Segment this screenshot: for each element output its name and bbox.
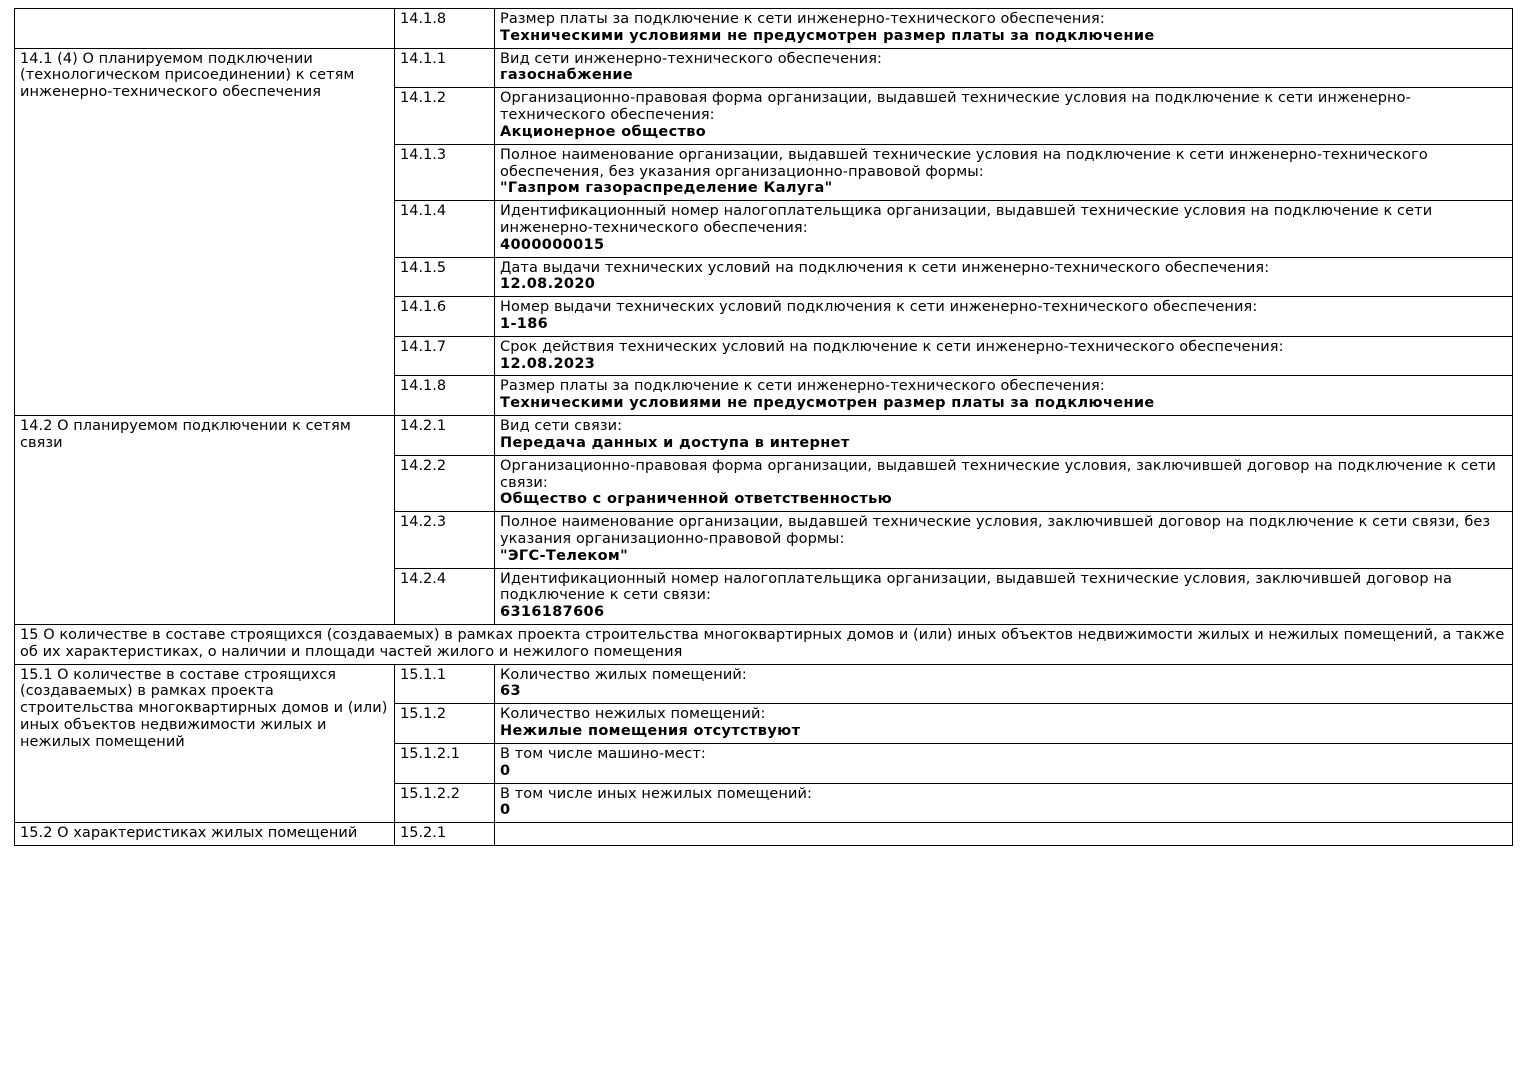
row-body-cell (495, 201, 1513, 257)
row-question: В том числе машино-мест: (500, 745, 706, 762)
row-body-cell (495, 743, 1513, 783)
row-answer: Акционерное общество (500, 123, 707, 140)
row-answer: Передача данных и доступа в интернет (500, 434, 850, 451)
row-code: 15.1.1 (400, 666, 447, 683)
row-question: Организационно-правовая форма организации, выдавшей технические условия, заключившей договор на подключение к сети связи: (500, 457, 1497, 491)
row-question: Количество нежилых помещений: (500, 706, 766, 723)
row-code-cell (395, 823, 495, 846)
row-label: 15.2 О характеристиках жилых помещений (20, 825, 358, 842)
table-row-section (15, 625, 1513, 665)
row-code: 15.2.1 (400, 825, 447, 842)
row-code: 14.1.7 (400, 338, 447, 355)
row-code-cell (395, 257, 495, 297)
row-label-cell (15, 48, 395, 415)
row-answer: 0 (500, 762, 511, 779)
row-question: Количество жилых помещений: (500, 666, 747, 683)
row-label: 15.1 О количестве в составе строящихся (создаваемых) в рамках проекта строительства многоквартирных домов и (или) иных объектов недвижимости жилых и нежилых помещений (20, 666, 388, 750)
table-row (15, 9, 1513, 49)
row-code-cell (395, 783, 495, 823)
row-code-cell (395, 568, 495, 624)
row-code-cell (395, 88, 495, 144)
row-label-cell (15, 823, 395, 846)
declaration-table (14, 8, 1513, 846)
row-body-cell (495, 336, 1513, 376)
row-answer: "ЭГС-Телеком" (500, 547, 629, 564)
table-row (15, 664, 1513, 704)
row-body-cell (495, 376, 1513, 416)
row-body-cell (495, 88, 1513, 144)
row-code-cell (395, 48, 495, 88)
row-label-cell (15, 416, 395, 625)
row-question: Размер платы за подключение к сети инженерно-технического обеспечения: (500, 11, 1105, 27)
row-question: Размер платы за подключение к сети инженерно-технического обеспечения: (500, 378, 1105, 395)
row-answer: Нежилые помещения отсутствуют (500, 723, 801, 740)
row-answer: 12.08.2023 (500, 355, 596, 372)
row-answer: газоснабжение (500, 67, 634, 84)
row-code-cell (395, 9, 495, 49)
row-question: Срок действия технических условий на подключение к сети инженерно-технического обеспечения: (500, 338, 1284, 355)
row-code-cell (395, 512, 495, 568)
row-code-cell (395, 376, 495, 416)
row-body-cell (495, 568, 1513, 624)
row-question: Полное наименование организации, выдавшей технические условия, заключившей договор на подключение к сети связи, без указания организационно-правовой формы: (500, 514, 1491, 547)
row-answer: 6316187606 (500, 604, 605, 621)
table-row (15, 416, 1513, 456)
row-code: 14.1.1 (400, 50, 447, 67)
row-body-cell (495, 9, 1513, 49)
row-code: 15.1.2.2 (400, 785, 460, 802)
row-body-cell (495, 297, 1513, 337)
row-code: 14.1.5 (400, 259, 447, 276)
table-row (15, 823, 1513, 846)
row-code: 14.1.3 (400, 146, 447, 163)
row-answer: 1-186 (500, 316, 549, 332)
row-question: Идентификационный номер налогоплательщика организации, выдавшей технические условия, заключившей договор на подключение к сети связи: (500, 570, 1452, 604)
row-body-cell (495, 823, 1513, 846)
row-body-cell (495, 512, 1513, 568)
table-row (15, 48, 1513, 88)
row-code: 14.1.8 (400, 378, 447, 395)
row-label: 14.1 (4) О планируемом подключении (технологическом присоединении) к сетям инженерно-технического обеспечения (20, 50, 355, 101)
row-code: 14.1.6 (400, 299, 447, 316)
row-code-cell (395, 201, 495, 257)
row-code: 15.1.2.1 (400, 745, 460, 762)
row-code-cell (395, 455, 495, 511)
row-answer: Техническими условиями не предусмотрен размер платы за подключение (500, 395, 1155, 412)
section-heading: 15 О количестве в составе строящихся (создаваемых) в рамках проекта строительства многоквартирных домов и (или) иных объектов недвижимости жилых и нежилых помещений, а также об их характеристиках, о наличии и площади частей жилого и нежилого помещения (15, 625, 1513, 665)
row-code-cell (395, 664, 495, 704)
row-body-cell (495, 455, 1513, 511)
row-question: Дата выдачи технических условий на подключения к сети инженерно-технического обеспечения: (500, 259, 1270, 276)
row-code-cell (395, 416, 495, 456)
row-code: 15.1.2 (400, 706, 447, 723)
row-answer: 4000000015 (500, 236, 605, 253)
row-question: Организационно-правовая форма организации, выдавшей технические условия на подключение к сети инженерно-технического обеспечения: (500, 90, 1411, 124)
row-answer: Техническими условиями не предусмотрен размер платы за подключение (500, 27, 1155, 44)
row-question: Вид сети связи: (500, 418, 623, 435)
row-code: 14.2.4 (400, 570, 447, 587)
row-question: Полное наименование организации, выдавшей технические условия на подключение к сети инженерно-технического обеспечения, без указания организационно-правовой формы: (500, 146, 1428, 180)
row-body-cell (495, 704, 1513, 744)
row-answer: 0 (500, 802, 511, 819)
row-label: 14.2 О планируемом подключении к сетям связи (20, 418, 351, 451)
row-code-cell (395, 144, 495, 200)
row-code: 14.2.1 (400, 418, 447, 435)
row-body-cell (495, 48, 1513, 88)
row-code-cell (395, 743, 495, 783)
row-answer: "Газпром газораспределение Калуга" (500, 180, 833, 197)
row-body-cell (495, 783, 1513, 823)
row-code: 14.1.4 (400, 203, 447, 220)
row-body-cell (495, 144, 1513, 200)
row-answer: 63 (500, 683, 521, 700)
row-code: 14.2.2 (400, 457, 447, 474)
row-question: Идентификационный номер налогоплательщика организации, выдавшей технические условия на подключение к сети инженерно-технического обеспечения: (500, 203, 1433, 236)
row-label-cell (15, 664, 395, 823)
row-body-cell (495, 664, 1513, 704)
row-answer: 12.08.2020 (500, 276, 596, 293)
row-question: В том числе иных нежилых помещений: (500, 785, 813, 802)
row-code: 14.2.3 (400, 514, 447, 531)
row-label-cell (15, 9, 395, 49)
row-code-cell (395, 297, 495, 337)
row-code: 14.1.8 (400, 11, 447, 27)
row-code-cell (395, 704, 495, 744)
row-code: 14.1.2 (400, 90, 447, 107)
row-code-cell (395, 336, 495, 376)
row-answer: Общество с ограниченной ответственностью (500, 491, 893, 508)
row-question: Вид сети инженерно-технического обеспечения: (500, 50, 883, 67)
row-body-cell (495, 257, 1513, 297)
row-question: Номер выдачи технических условий подключения к сети инженерно-технического обеспечения: (500, 299, 1258, 316)
row-body-cell (495, 416, 1513, 456)
